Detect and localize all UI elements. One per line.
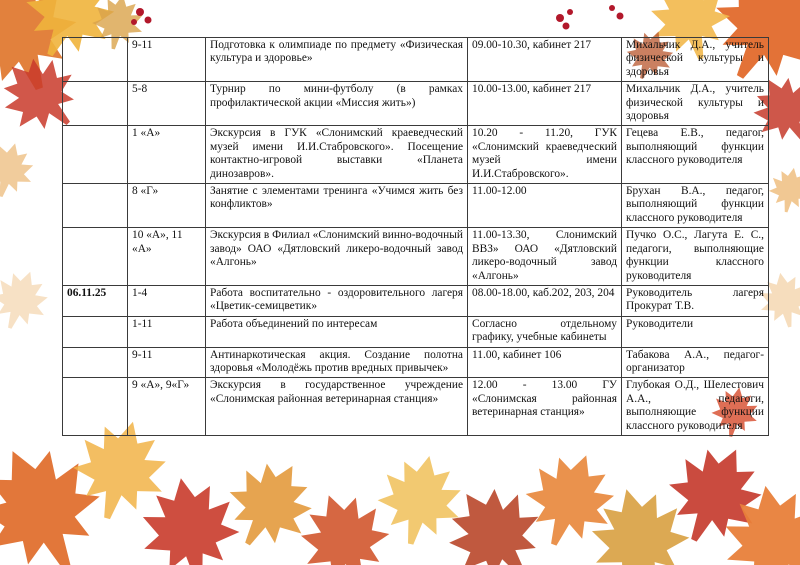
date-cell <box>63 347 128 378</box>
date-cell <box>63 184 128 228</box>
table-row <box>63 285 769 316</box>
time-cell: 09.00-10.30, кабинет 217 <box>468 38 622 82</box>
date-cell <box>63 126 128 184</box>
date-cell <box>63 82 128 126</box>
table-row <box>63 38 769 82</box>
date-cell <box>63 316 128 347</box>
responsible-cell: Пучко О.С., Лагута Е. С., педагоги, выполняющие функции классного руководителя <box>622 228 769 286</box>
berries-icon <box>131 5 624 30</box>
grade-cell: 5-8 <box>128 82 206 126</box>
grade-cell: 9 «А», 9«Г» <box>128 378 206 436</box>
time-cell: 11.00, кабинет 106 <box>468 347 622 378</box>
responsible-cell: Брухан В.А., педагог, выполняющий функции классного руководителя <box>622 184 769 228</box>
time-cell: 12.00 - 13.00 ГУ «Слонимская районная ветеринарная станция» <box>468 378 622 436</box>
table-row <box>63 347 769 378</box>
grade-cell: 1-11 <box>128 316 206 347</box>
time-cell: 10.00-13.00, кабинет 217 <box>468 82 622 126</box>
time-cell: 11.00-13.30, Слонимский ВВЗ» ОАО «Дятловский ликеро-водочный завод «Алгонь» <box>468 228 622 286</box>
responsible-cell: Табакова А.А., педагог-организатор <box>622 347 769 378</box>
event-cell: Работа воспитательно - оздоровительного лагеря «Цветик-семицветик» <box>206 285 468 316</box>
responsible-cell: Глубокая О.Д., Шелестович А.А., педагоги, выполняющие функции классного руководителя <box>622 378 769 436</box>
event-cell: Антинаркотическая акция. Создание полотна здоровья «Молодёжь против вредных привычек» <box>206 347 468 378</box>
event-cell: Экскурсия в Филиал «Слонимский винно-водочный завод» ОАО «Дятловский ликеро-водочный завод «Алгонь» <box>206 228 468 286</box>
responsible-cell: Михальчик Д.А., учитель физической культуры и здоровья <box>622 38 769 82</box>
grade-cell: 10 «А», 11 «А» <box>128 228 206 286</box>
time-cell: 08.00-18.00, каб.202, 203, 204 <box>468 285 622 316</box>
date-cell <box>63 378 128 436</box>
responsible-cell: Михальчик Д.А., учитель физической культуры и здоровья <box>622 82 769 126</box>
event-cell: Подготовка к олимпиаде по предмету «Физическая культура и здоровье» <box>206 38 468 82</box>
table-row <box>63 378 769 436</box>
event-cell: Работа объединений по интересам <box>206 316 468 347</box>
table-row <box>63 184 769 228</box>
table-row <box>63 82 769 126</box>
date-cell <box>63 228 128 286</box>
event-cell: Занятие с элементами тренинга «Учимся жить без конфликтов» <box>206 184 468 228</box>
table-row <box>63 316 769 347</box>
event-cell: Турнир по мини-футболу (в рамках профилактической акции «Миссия жить») <box>206 82 468 126</box>
date-cell: 06.11.25 <box>63 285 128 316</box>
responsible-cell: Гецева Е.В., педагог, выполняющий функции классного руководителя <box>622 126 769 184</box>
table-row <box>63 126 769 184</box>
grade-cell: 9-11 <box>128 347 206 378</box>
table-row <box>63 228 769 286</box>
event-cell: Экскурсия в государственное учреждение «Слонимская районная ветеринарная станция» <box>206 378 468 436</box>
responsible-cell: Руководитель лагеря Прокурат Т.В. <box>622 285 769 316</box>
responsible-cell: Руководители <box>622 316 769 347</box>
schedule-table <box>62 37 769 436</box>
grade-cell: 1-4 <box>128 285 206 316</box>
time-cell: 10.20 - 11.20, ГУК «Слонимский краеведческий музей имени И.И.Стабровского». <box>468 126 622 184</box>
time-cell: 11.00-12.00 <box>468 184 622 228</box>
grade-cell: 1 «А» <box>128 126 206 184</box>
date-cell <box>63 38 128 82</box>
grade-cell: 9-11 <box>128 38 206 82</box>
time-cell: Согласно отдельному графику, учебные кабинеты <box>468 316 622 347</box>
grade-cell: 8 «Г» <box>128 184 206 228</box>
event-cell: Экскурсия в ГУК «Слонимский краеведческий музей имени И.И.Стабровского». Посещение контактно-игровой выставки «Планета динозавров». <box>206 126 468 184</box>
